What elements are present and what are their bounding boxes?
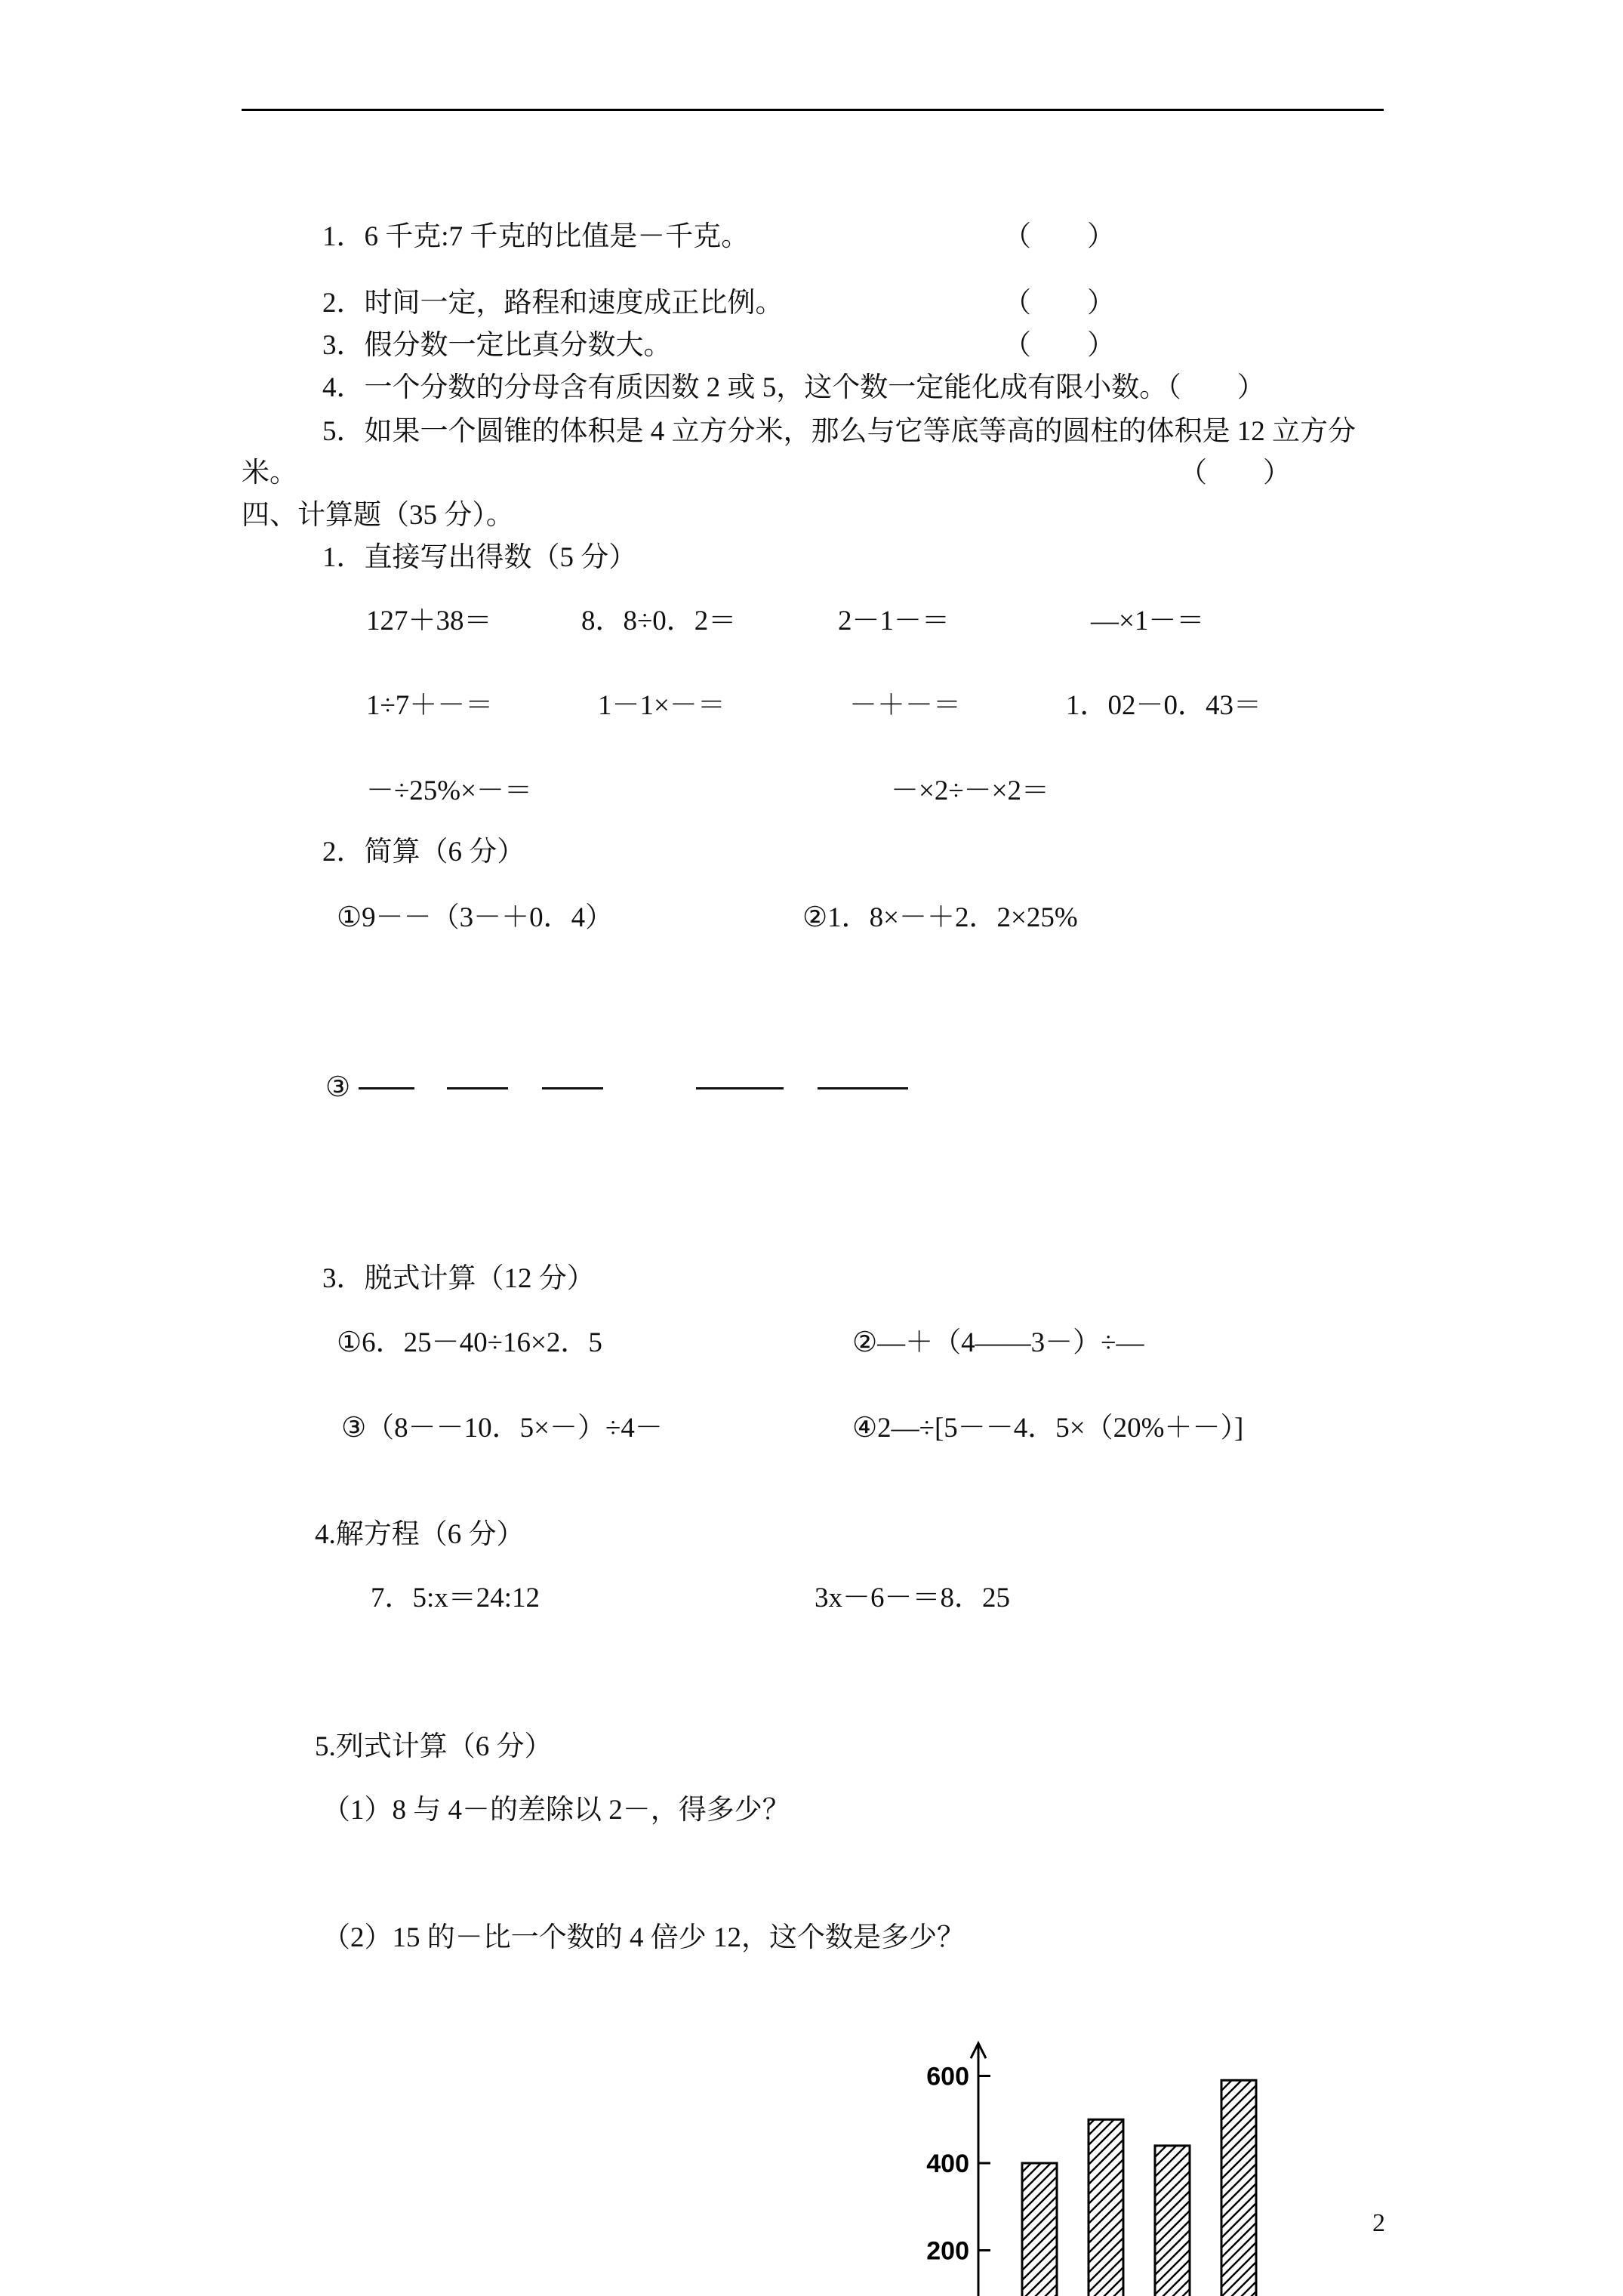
fraction-bar [359,1087,414,1089]
y-tick-label: 200 [926,2236,969,2266]
word-calc-item: （1）8 与 4－的差除以 2－，得多少？ [322,1795,790,1826]
judgement-item-1: 1．6 千克:7 千克的比值是－千克。 [322,221,750,252]
question-title-3: 3．脱式计算（12 分） [322,1263,595,1294]
oral-calc-item: －÷25%×－＝ [366,775,532,806]
oral-calc-item: —×1－＝ [1091,606,1205,636]
question-title-5: 5.列式计算（6 分） [315,1731,553,1762]
section-title: 四、计算题（35 分）。 [242,500,514,531]
oral-calc-item: 2－1－＝ [838,606,950,636]
answer-blank-1: （ ） [1003,221,1115,252]
question-title-4: 4.解方程（6 分） [315,1519,525,1550]
oral-calc-item: 1．02－0．43＝ [1066,690,1261,721]
question-title-1: 1．直接写出得数（5 分） [322,542,637,573]
oral-calc-item: 1÷7＋－＝ [366,690,494,721]
judgement-item-5-continued: 米。 [242,458,297,488]
simplify-item: ③ [325,1072,351,1103]
y-tick-label: 600 [926,2062,969,2091]
oral-calc-item: 1－1×－＝ [598,690,725,721]
bar [1155,2146,1190,2296]
judgement-item-4-text: 4．一个分数的分母含有质因数 2 或 5，这个数一定能化成有限小数。 [322,372,1168,403]
step-calc-item: ②—＋（4——3－）÷— [852,1327,1144,1358]
question-title-2: 2．简算（6 分） [322,837,525,868]
simplify-item: ①9－－（3－＋0．4） [337,902,614,933]
judgement-item-2: 2．时间一定，路程和速度成正比例。 [322,288,784,319]
oral-calc-item: －×2÷－×2＝ [891,775,1050,806]
answer-blank-5: （ ） [1179,458,1291,488]
judgement-item-3: 3．假分数一定比真分数大。 [322,330,672,361]
y-tick-label: 400 [926,2150,969,2178]
simplify-item: ②1．8×－＋2．2×25% [802,902,1078,933]
fraction-bar [818,1087,908,1089]
step-calc-item: ④2—÷[5－－4．5×（20%＋－）] [852,1413,1244,1444]
judgement-item-5: 5．如果一个圆锥的体积是 4 立方分米，那么与它等底等高的圆柱的体积是 12 立方分 [322,416,1356,447]
fraction-bar [447,1087,508,1089]
page-number: 2 [1372,2209,1385,2237]
bar [1022,2163,1057,2296]
fraction-bar [542,1087,603,1089]
oral-calc-item: －＋－＝ [849,690,961,721]
y-ticks [926,2063,990,2266]
header-rule [242,109,1384,111]
bar [1221,2080,1256,2296]
answer-blank-3: （ ） [1003,330,1115,361]
bar-chart [906,2023,1283,2296]
equation-item: 3x－6－＝8．25 [815,1583,1010,1613]
answer-blank-4: （ ） [1167,372,1265,403]
step-calc-item: ③（8－－10．5×－）÷4－ [341,1413,663,1444]
step-calc-item: ①6．25－40÷16×2．5 [337,1327,602,1358]
judgement-item-4 [322,371,1265,405]
word-calc-item: （2）15 的－比一个数的 4 倍少 12，这个数是多少？ [322,1922,965,1953]
oral-calc-item: 127＋38＝ [366,606,492,636]
bar [1089,2119,1123,2296]
bars-group [1022,2080,1256,2296]
oral-calc-item: 8．8÷0．2＝ [581,606,737,636]
equation-item: 7．5:x＝24:12 [371,1583,540,1613]
answer-blank-2: （ ） [1003,288,1115,319]
fraction-bar [696,1087,784,1089]
